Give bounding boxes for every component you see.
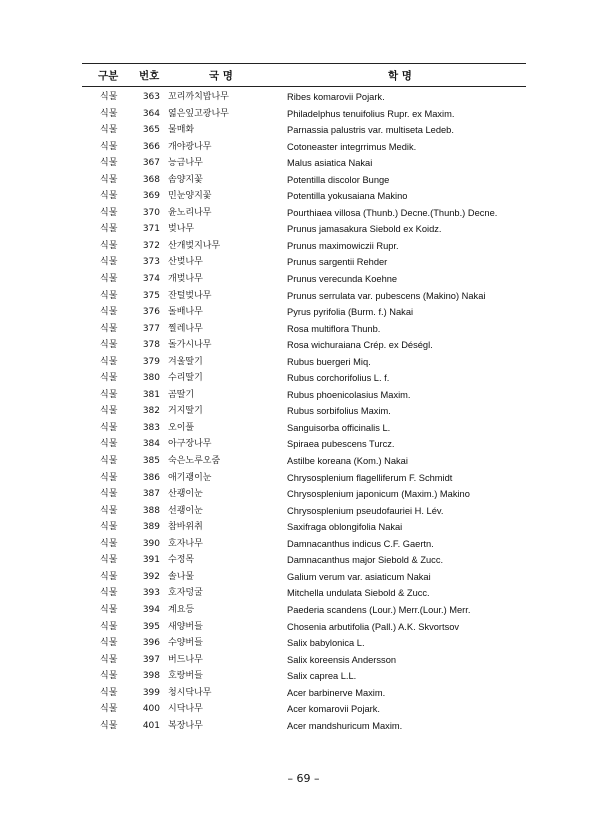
korean-name-cell: 아구장나무 (168, 439, 212, 450)
number-cell: 384 (142, 439, 160, 450)
korean-name-cell: 선괭이눈 (168, 505, 203, 516)
number-cell: 364 (142, 108, 160, 119)
category-cell: 식물 (100, 671, 118, 682)
korean-name-cell: 산괭이눈 (168, 489, 203, 500)
table-row (82, 172, 526, 189)
number-cell: 394 (142, 604, 160, 615)
number-cell: 368 (142, 174, 160, 185)
korean-name-cell: 복장나무 (168, 720, 203, 731)
header-scientific-name: 학 명 (388, 70, 412, 82)
table-row (82, 304, 526, 321)
number-cell: 390 (142, 538, 160, 549)
korean-name-cell: 곰딸기 (168, 389, 195, 400)
number-cell: 385 (142, 456, 160, 467)
table-row (82, 585, 526, 602)
scientific-name-cell: Astilbe koreana (Kom.) Nakai (287, 456, 408, 467)
table-row (82, 569, 526, 586)
table-row (82, 701, 526, 718)
species-table (82, 63, 526, 734)
number-cell: 363 (142, 92, 160, 102)
scientific-name-cell: Damnacanthus indicus C.F. Gaertn. (287, 538, 434, 549)
table-row (82, 354, 526, 371)
table-row (82, 221, 526, 238)
korean-name-cell: 윤노리나무 (168, 207, 212, 218)
number-cell: 389 (142, 522, 160, 533)
table-row (82, 685, 526, 702)
scientific-name-cell: Malus asiatica Nakai (287, 158, 373, 169)
number-cell: 369 (142, 191, 160, 202)
korean-name-cell: 꼬리까치밥나무 (168, 92, 229, 102)
korean-name-cell: 산개벚지나무 (168, 240, 221, 251)
table-row (82, 420, 526, 437)
korean-name-cell: 물매화 (168, 125, 195, 136)
number-cell: 367 (142, 158, 160, 169)
number-cell: 386 (142, 472, 160, 483)
number-cell: 381 (142, 389, 160, 400)
category-cell: 식물 (100, 489, 118, 500)
scientific-name-cell: Rubus corchorifolius L. f. (287, 373, 390, 384)
korean-name-cell: 돌배나무 (168, 307, 203, 318)
table-row (82, 436, 526, 453)
scientific-name-cell: Prunus sargentii Rehder (287, 257, 388, 268)
scientific-name-cell: Potentilla yokusaiana Makino (287, 191, 408, 202)
table-row (82, 453, 526, 470)
scientific-name-cell: Prunus verecunda Koehne (287, 274, 398, 285)
korean-name-cell: 민눈양지꽃 (168, 191, 212, 202)
korean-name-cell: 능금나무 (168, 158, 203, 169)
scientific-name-cell: Chrysosplenium japonicum (Maxim.) Makino (287, 489, 470, 500)
scientific-name-cell: Acer mandshuricum Maxim. (287, 720, 403, 731)
table-row (82, 122, 526, 139)
category-cell: 식물 (100, 323, 118, 334)
korean-name-cell: 거지딸기 (168, 406, 203, 417)
scientific-name-cell: Acer barbinerve Maxim. (287, 687, 386, 698)
scientific-name-cell: Sanguisorba officinalis L. (287, 422, 391, 433)
table-body (82, 87, 526, 734)
scientific-name-cell: Rubus buergeri Miq. (287, 356, 371, 367)
scientific-name-cell: Salix babylonica L. (287, 638, 365, 649)
number-cell: 379 (142, 356, 160, 367)
number-cell: 391 (142, 555, 160, 566)
number-cell: 398 (142, 671, 160, 682)
page-number: – 69 – (287, 772, 320, 785)
scientific-name-cell: Acer komarovii Pojark. (287, 704, 380, 715)
category-cell: 식물 (100, 472, 118, 483)
number-cell: 396 (142, 638, 160, 649)
korean-name-cell: 벚나무 (168, 224, 195, 235)
number-cell: 377 (142, 323, 160, 334)
korean-name-cell: 수양버들 (168, 638, 203, 649)
scientific-name-cell: Chosenia arbutifolia (Pall.) A.K. Skvortsov (287, 621, 460, 632)
korean-name-cell: 호자나무 (168, 538, 203, 549)
korean-name-cell: 오이풀 (168, 422, 195, 433)
number-cell: 387 (142, 489, 160, 500)
category-cell: 식물 (100, 704, 118, 715)
scientific-name-cell: Parnassia palustris var. multiseta Ledeb. (287, 125, 454, 136)
table-row (82, 337, 526, 354)
category-cell: 식물 (100, 108, 118, 119)
category-cell: 식물 (100, 141, 118, 152)
number-cell: 366 (142, 141, 160, 152)
korean-name-cell: 호자덩굴 (168, 588, 203, 599)
korean-name-cell: 찔레나무 (168, 323, 203, 334)
number-cell: 380 (142, 373, 160, 384)
table-row (82, 106, 526, 123)
table-row (82, 139, 526, 156)
number-cell: 376 (142, 307, 160, 318)
korean-name-cell: 돌가시나무 (168, 340, 212, 351)
korean-name-cell: 솜양지꽃 (168, 174, 203, 185)
table-row (82, 602, 526, 619)
scientific-name-cell: Rubus phoenicolasius Maxim. (287, 389, 411, 400)
category-cell: 식물 (100, 456, 118, 467)
number-cell: 373 (142, 257, 160, 268)
category-cell: 식물 (100, 257, 118, 268)
scientific-name-cell: Chrysosplenium flagelliferum F. Schmidt (287, 472, 453, 483)
scientific-name-cell: Pourthiaea villosa (Thunb.) Decne.(Thunb.) Decne. (287, 207, 498, 218)
category-cell: 식물 (100, 439, 118, 450)
category-cell: 식물 (100, 340, 118, 351)
table-row (82, 470, 526, 487)
table-row (82, 89, 526, 106)
korean-name-cell: 호랑버들 (168, 671, 203, 682)
scientific-name-cell: Philadelphus tenuifolius Rupr. ex Maxim. (287, 108, 455, 119)
scientific-name-cell: Cotoneaster integrrimus Medik. (287, 141, 417, 152)
scientific-name-cell: Potentilla discolor Bunge (287, 174, 390, 185)
number-cell: 392 (142, 571, 160, 582)
number-cell: 388 (142, 505, 160, 516)
table-row (82, 619, 526, 636)
table-header (82, 63, 526, 87)
korean-name-cell: 버드나무 (168, 654, 203, 665)
header-number: 번호 (139, 70, 160, 82)
scientific-name-cell: Rubus sorbifolius Maxim. (287, 406, 391, 417)
scientific-name-cell: Saxifraga oblongifolia Nakai (287, 522, 403, 533)
number-cell: 365 (142, 125, 160, 136)
table-row (82, 188, 526, 205)
table-row (82, 387, 526, 404)
table-row (82, 238, 526, 255)
number-cell: 393 (142, 588, 160, 599)
number-cell: 374 (142, 274, 160, 285)
category-cell: 식물 (100, 505, 118, 516)
table-row (82, 519, 526, 536)
category-cell: 식물 (100, 373, 118, 384)
scientific-name-cell: Rosa wichuraiana Crép. ex Déségl. (287, 340, 433, 351)
category-cell: 식물 (100, 687, 118, 698)
table-row (82, 503, 526, 520)
category-cell: 식물 (100, 274, 118, 285)
korean-name-cell: 계요등 (168, 604, 195, 615)
number-cell: 378 (142, 340, 160, 351)
number-cell: 397 (142, 654, 160, 665)
category-cell: 식물 (100, 207, 118, 218)
scientific-name-cell: Damnacanthus major Siebold & Zucc. (287, 555, 444, 566)
korean-name-cell: 청시닥나무 (168, 687, 212, 698)
table-row (82, 155, 526, 172)
table-row (82, 254, 526, 271)
category-cell: 식물 (100, 522, 118, 533)
table-row (82, 552, 526, 569)
category-cell: 식물 (100, 406, 118, 417)
korean-name-cell: 잔털벚나무 (168, 290, 212, 301)
number-cell: 370 (142, 207, 160, 218)
category-cell: 식물 (100, 555, 118, 566)
korean-name-cell: 산벚나무 (168, 257, 203, 268)
scientific-name-cell: Rosa multiflora Thunb. (287, 323, 381, 334)
korean-name-cell: 시닥나무 (168, 704, 203, 715)
scientific-name-cell: Prunus maximowiczii Rupr. (287, 240, 399, 251)
table-row (82, 271, 526, 288)
scientific-name-cell: Pyrus pyrifolia (Burm. f.) Nakai (287, 307, 414, 318)
number-cell: 395 (142, 621, 160, 632)
scientific-name-cell: Paederia scandens (Lour.) Merr.(Lour.) Merr. (287, 604, 471, 615)
scientific-name-cell: Mitchella undulata Siebold & Zucc. (287, 588, 430, 599)
korean-name-cell: 솔나물 (168, 571, 195, 582)
korean-name-cell: 겨울딸기 (168, 356, 203, 367)
korean-name-cell: 숙은노루오줌 (168, 456, 221, 467)
table-row (82, 652, 526, 669)
category-cell: 식물 (100, 158, 118, 169)
korean-name-cell: 참바위취 (168, 522, 203, 533)
category-cell: 식물 (100, 356, 118, 367)
category-cell: 식물 (100, 307, 118, 318)
korean-name-cell: 엷은잎고광나무 (168, 108, 229, 119)
category-cell: 식물 (100, 125, 118, 136)
scientific-name-cell: Prunus serrulata var. pubescens (Makino) Nakai (287, 290, 486, 301)
category-cell: 식물 (100, 654, 118, 665)
korean-name-cell: 수리딸기 (168, 373, 203, 384)
number-cell: 371 (142, 224, 160, 235)
number-cell: 399 (142, 687, 160, 698)
number-cell: 401 (142, 720, 160, 731)
category-cell: 식물 (100, 571, 118, 582)
table-row (82, 205, 526, 222)
category-cell: 식물 (100, 638, 118, 649)
category-cell: 식물 (100, 174, 118, 185)
table-row (82, 370, 526, 387)
category-cell: 식물 (100, 389, 118, 400)
category-cell: 식물 (100, 538, 118, 549)
table-row (82, 321, 526, 338)
scientific-name-cell: Galium verum var. asiaticum Nakai (287, 571, 431, 582)
number-cell: 383 (142, 422, 160, 433)
korean-name-cell: 수정목 (168, 555, 195, 566)
korean-name-cell: 개야광나무 (168, 141, 212, 152)
korean-name-cell: 애기괭이눈 (168, 472, 212, 483)
category-cell: 식물 (100, 588, 118, 599)
header-category: 구분 (98, 70, 119, 82)
scientific-name-cell: Ribes komarovii Pojark. (287, 92, 385, 102)
table-row (82, 536, 526, 553)
korean-name-cell: 개벚나무 (168, 274, 203, 285)
table-row (82, 635, 526, 652)
scientific-name-cell: Chrysosplenium pseudofauriei H. Lév. (287, 505, 444, 516)
scientific-name-cell: Salix caprea L.L. (287, 671, 357, 682)
scientific-name-cell: Salix koreensis Andersson (287, 654, 397, 665)
table-row (82, 403, 526, 420)
category-cell: 식물 (100, 191, 118, 202)
header-korean-name: 국 명 (209, 70, 233, 82)
category-cell: 식물 (100, 422, 118, 433)
table-row (82, 718, 526, 735)
number-cell: 400 (142, 704, 160, 715)
scientific-name-cell: Spiraea pubescens Turcz. (287, 439, 395, 450)
korean-name-cell: 새양버들 (168, 621, 203, 632)
category-cell: 식물 (100, 290, 118, 301)
table-row (82, 486, 526, 503)
table-row (82, 668, 526, 685)
category-cell: 식물 (100, 240, 118, 251)
category-cell: 식물 (100, 604, 118, 615)
scientific-name-cell: Prunus jamasakura Siebold ex Koidz. (287, 224, 442, 235)
category-cell: 식물 (100, 92, 118, 102)
category-cell: 식물 (100, 224, 118, 235)
category-cell: 식물 (100, 720, 118, 731)
table-row (82, 288, 526, 305)
number-cell: 382 (142, 406, 160, 417)
category-cell: 식물 (100, 621, 118, 632)
number-cell: 372 (142, 240, 160, 251)
number-cell: 375 (142, 290, 160, 301)
